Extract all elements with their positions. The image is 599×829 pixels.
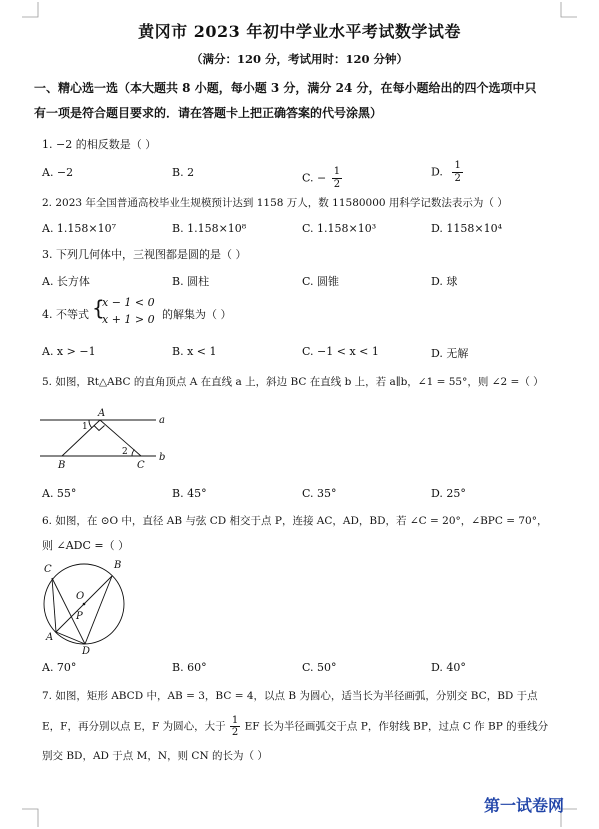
question-1-stem: 1. −2 的相反数是（ ）: [42, 138, 157, 151]
question-1-option-c: [302, 166, 342, 191]
label-P: P: [76, 611, 83, 622]
label-C: C: [137, 460, 145, 471]
question-5-option-d: D. 25°: [431, 487, 466, 500]
label-B: B: [58, 460, 66, 471]
question-4-stem-prefix: 4. 不等式: [42, 308, 89, 321]
question-4-option-a: A. x > −1: [42, 345, 96, 358]
question-4-stem-suffix: 的解集为（ ）: [162, 308, 232, 321]
question-3-stem: 3. 下列几何体中，三视图都是圆的是（ ）: [42, 248, 247, 261]
question-6-option-c: C. 50°: [302, 661, 337, 674]
angle-2-arc: [132, 450, 135, 457]
label-A: A: [98, 408, 106, 419]
question-7-line1: 7. 如图，矩形 ABCD 中，AB = 3，BC = 4，以点 B 为圆心，适当长为半径画弧，分别交 BC，BD 于点: [42, 690, 538, 702]
question-1-option-a: A. −2: [42, 166, 74, 179]
question-6-option-b: B. 60°: [172, 661, 207, 674]
question-2-option-b: B. 1.158×10⁸: [172, 222, 247, 235]
question-6-stem-line2: 则 ∠ADC =（ ）: [42, 539, 130, 552]
fraction-one-half: $\frac{1}{2}$: [454, 160, 461, 184]
center-point: [83, 603, 86, 606]
question-7-line2: E，F，再分别以点 E，F 为圆心，大于 $\frac{1}{2}$ EF 长为半径画弧交于点 P，作射线 BP，过点 C 作 BP 的垂线分: [42, 715, 549, 738]
question-5-option-b: B. 45°: [172, 487, 207, 500]
question-2-option-d: D. 1158×10⁴: [431, 222, 503, 235]
label-A: A: [46, 632, 54, 643]
inequality-2: x + 1 > 0: [102, 313, 155, 326]
question-1-option-b: B. 2: [172, 166, 195, 179]
label-angle-1: 1: [82, 422, 88, 432]
question-5-option-c: C. 35°: [302, 487, 337, 500]
angle-1-arc: [89, 420, 92, 428]
question-2-option-a: A. 1.158×10⁷: [42, 222, 117, 235]
question-5-option-a: A. 55°: [42, 487, 77, 500]
label-angle-2: 2: [122, 447, 128, 457]
brace-symbol: {: [92, 296, 105, 320]
question-4-option-d: D. 无解: [431, 347, 469, 360]
question-6-option-d: D. 40°: [431, 661, 466, 674]
chord-ac: [52, 578, 56, 632]
section-heading-line2: 有一项是符合题目要求的．请在答题卡上把正确答案的代号涂黑）: [34, 106, 383, 120]
watermark-text: 第一试卷网: [484, 796, 565, 815]
right-angle-mark: [94, 426, 105, 431]
question-2-option-c: C. 1.158×10³: [302, 222, 377, 235]
inequality-1: x − 1 < 0: [102, 296, 155, 309]
question-6-figure: [38, 556, 138, 656]
label-b: b: [159, 452, 166, 463]
question-4-option-b: B. x < 1: [172, 345, 217, 358]
label-O: O: [76, 591, 85, 602]
question-3-option-a: A. 长方体: [42, 275, 90, 288]
fraction-one-half: $\frac{1}{2}$: [333, 166, 341, 190]
question-4-option-c: C. −1 < x < 1: [302, 345, 379, 358]
question-5-stem: 5. 如图，Rt△ABC 的直角顶点 A 在直线 a 上，斜边 BC 在直线 b 上，若 a∥b，∠1 = 55°，则 ∠2 =（ ）: [42, 376, 544, 388]
option-c-prefix: C. −: [302, 171, 327, 185]
chord-bd: [85, 576, 112, 644]
fraction-one-half: $\frac{1}{2}$: [231, 715, 239, 738]
question-1-option-d: D. $\frac{1}{2}$: [431, 160, 461, 184]
question-5-figure: [38, 404, 178, 474]
label-B: B: [114, 560, 122, 571]
question-6-stem-line1: 6. 如图，在 ⊙O 中，直径 AB 与弦 CD 相交于点 P，连接 AC，AD，BD，若 ∠C = 20°，∠BPC = 70°，: [42, 515, 548, 527]
label-D: D: [82, 646, 91, 656]
side-ac: [100, 420, 141, 456]
label-C: C: [44, 564, 52, 575]
chord-ad: [56, 632, 85, 644]
question-6-option-a: A. 70°: [42, 661, 77, 674]
question-3-option-b: B. 圆柱: [172, 275, 210, 288]
question-2-stem: 2. 2023 年全国普通高校毕业生规模预计达到 1158 万人，数 11580000 用科学记数法表示为（ ）: [42, 197, 508, 209]
label-a: a: [159, 415, 165, 426]
page-title: 黄冈市 2023 年初中学业水平考试数学试卷: [138, 22, 461, 41]
question-3-option-c: C. 圆锥: [302, 275, 340, 288]
exam-info: （满分：120 分，考试用时：120 分钟）: [190, 52, 409, 66]
question-7-line3: 别交 BD，AD 于点 M，N，则 CN 的长为（ ）: [42, 750, 268, 762]
question-3-option-d: D. 球: [431, 275, 458, 288]
section-heading-line1: 一、精心选一选（本大题共 8 小题，每小题 3 分，满分 24 分，在每小题给出的四个选项中只: [34, 81, 537, 95]
